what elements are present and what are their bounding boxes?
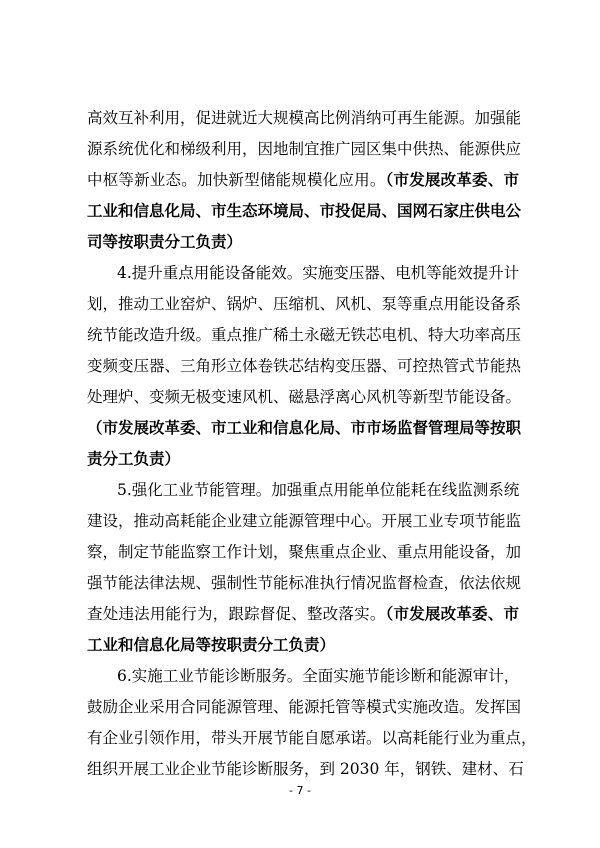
text-run: 变频变压器、三角形立体卷铁芯结构变压器、可控热管式节能热 xyxy=(87,357,522,375)
section-heading-line xyxy=(117,661,519,691)
text-run: 察，制定节能监察工作计划，聚焦重点企业、重点用能设备，加 xyxy=(87,543,522,561)
responsibility-note: （市发展改革委、市 xyxy=(385,604,519,623)
text-run: 查处违法用能行为，跟踪督促、整改落实。 xyxy=(87,605,386,623)
text-line xyxy=(87,599,519,629)
text-line xyxy=(87,320,522,350)
page-number: - 7 - xyxy=(289,784,311,797)
text-line xyxy=(87,444,519,474)
text-line xyxy=(87,382,522,412)
text-line xyxy=(87,103,522,133)
text-line xyxy=(87,227,519,257)
text-line xyxy=(87,537,522,567)
text-run: 统节能改造升级。重点推广稀土永磁无铁芯电机、特大功率高压 xyxy=(87,326,522,344)
responsibility-note: （市发展改革委、市 xyxy=(385,170,519,189)
text-run: 划，推动工业窑炉、锅炉、压缩机、风机、泵等重点用能设备系 xyxy=(87,295,522,313)
text-line xyxy=(87,506,522,536)
text-line xyxy=(87,289,522,319)
text-run: 组织开展工业企业节能诊断服务，到 2030 年，钢铁、建材、石 xyxy=(87,760,524,778)
text-run: 有企业引领作用，带头开展节能自愿承诺。以高耗能行业为重点， xyxy=(87,729,537,747)
text-line xyxy=(87,723,537,753)
responsibility-note: 司等按职责分工负责） xyxy=(87,232,243,251)
text-run: 鼓励企业采用合同能源管理、能源托管等模式实施改造。发挥国 xyxy=(87,698,522,716)
text-line xyxy=(87,754,524,784)
section-heading-line xyxy=(117,258,519,288)
text-run: 处理炉、变频无极变速风机、磁悬浮离心风机等新型节能设备。 xyxy=(87,388,522,406)
text-run: 6.实施工业节能诊断服务。全面实施节能诊断和能源审计， xyxy=(117,667,520,685)
responsibility-note: 责分工负责） xyxy=(87,449,181,468)
text-line xyxy=(87,630,519,660)
text-line xyxy=(87,165,519,195)
text-line xyxy=(87,413,522,443)
text-line xyxy=(87,692,522,722)
text-line xyxy=(87,351,522,381)
text-run: 4.提升重点用能设备能效。实施变压器、电机等能效提升计 xyxy=(117,264,520,282)
text-line xyxy=(87,196,522,226)
text-run: 源系统优化和梯级利用，因地制宜推广园区集中供热、能源供应 xyxy=(87,140,522,158)
text-line xyxy=(87,134,522,164)
text-run: 中枢等新业态。加快新型储能规模化应用。 xyxy=(87,171,386,189)
text-run: 建设，推动高耗能企业建立能源管理中心。开展工业专项节能监 xyxy=(87,512,522,530)
responsibility-note: （市发展改革委、市工业和信息化局、市市场监督管理局等按职 xyxy=(87,418,522,437)
responsibility-note: 工业和信息化局、市生态环境局、市投促局、国网石家庄供电公 xyxy=(87,201,522,220)
responsibility-note: 工业和信息化局等按职责分工负责） xyxy=(87,635,336,654)
text-run: 高效互补利用，促进就近大规模高比例消纳可再生能源。加强能 xyxy=(87,109,522,127)
text-line xyxy=(87,568,522,598)
section-heading-line xyxy=(117,475,519,505)
text-run: 5.强化工业节能管理。加强重点用能单位能耗在线监测系统 xyxy=(117,481,520,499)
text-run: 强节能法律法规、强制性节能标准执行情况监督检查，依法依规 xyxy=(87,574,522,592)
